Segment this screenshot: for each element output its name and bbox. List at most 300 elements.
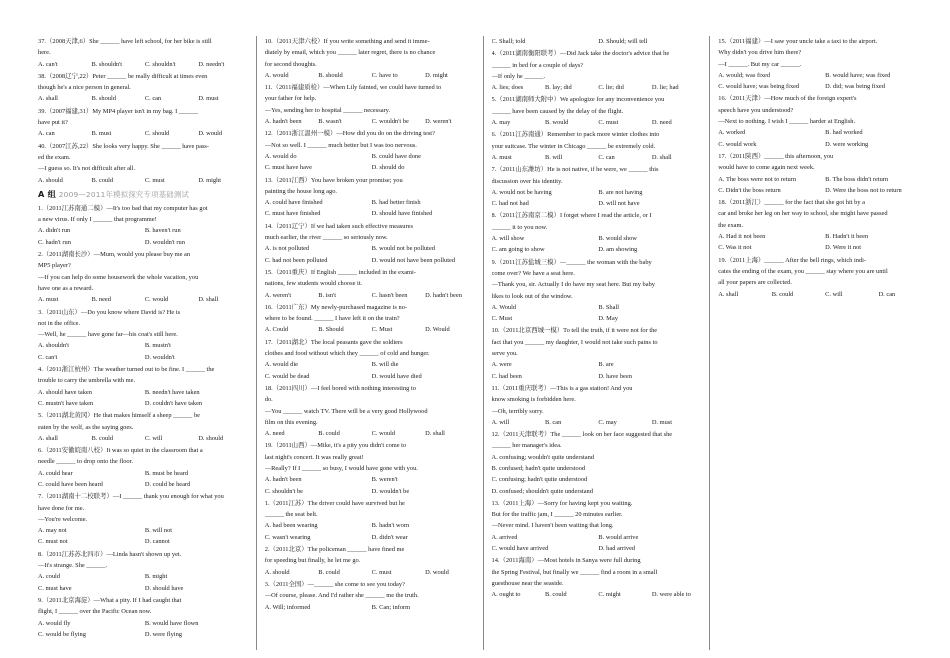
answer-options	[265, 116, 475, 127]
question-item	[492, 129, 702, 163]
column-1	[30, 36, 256, 650]
answer-option: D. can	[878, 290, 896, 298]
question-text-line: —Never mind. I haven't been waiting that long.	[491, 522, 614, 530]
question-text-line: —Yes, sending her to hospital ______ necessary.	[264, 106, 391, 114]
question-text-line: 2.（2011北京）The policeman ______ have fined me	[264, 546, 405, 554]
question-text-line: 19.（2011山西）—Mike, it's a pity you didn't come to	[264, 442, 407, 450]
question-text-line: ______ it to you now.	[491, 223, 548, 231]
question-text-line: would have to come again next week.	[718, 164, 815, 172]
answer-options	[718, 70, 928, 93]
answer-option: B. had worked	[825, 129, 863, 137]
answer-option: B. Should	[318, 326, 344, 334]
answer-option: D. Should; will tell	[598, 38, 648, 45]
question-text-line: 11.（2011重庆联考）—This is a gas station! And you	[491, 384, 633, 392]
question-item	[718, 197, 928, 253]
question-text-line: film on this evening.	[264, 418, 318, 426]
answer-option: D. am showing	[598, 246, 638, 254]
question-text-line: —If only he ______.	[491, 72, 546, 80]
question-item	[492, 210, 702, 255]
answer-option: C. would	[144, 296, 169, 304]
answer-options	[38, 618, 248, 641]
question-item	[265, 82, 475, 127]
answer-option: C. shouldn't be	[264, 487, 304, 495]
question-item	[38, 36, 248, 70]
question-text-line: 5.（2011湖南师大附中）We apologize for any inconvenience you	[491, 96, 665, 104]
column-4	[709, 36, 936, 650]
answer-option: D. needn't	[198, 60, 225, 68]
question-item	[38, 549, 248, 594]
answer-option: C. must have have	[264, 164, 312, 172]
answer-options	[492, 82, 702, 93]
answer-option: C. confusing; hadn't quite understood	[491, 476, 588, 484]
answer-option: A. must	[491, 153, 512, 161]
question-text-line: 13.（2011江西）You have broken your promise; you	[264, 176, 403, 184]
answer-option: D. would	[198, 130, 223, 138]
answer-option: D. didn't wear	[371, 533, 408, 541]
answer-options	[265, 70, 475, 81]
question-text-line: 5.（2011湖北黄冈）He that makes himself a sheep ______ be	[38, 412, 200, 420]
question-text-line: 2.（2011湖南长沙）—Mum, would you please buy me an	[38, 251, 191, 259]
question-text-line: likes to look out of the window.	[491, 292, 573, 300]
question-text-line: 6.（2011安徽皖南八校）It was so quiet in the classroom that a	[38, 447, 203, 455]
question-text-line: fact that you ______ my daughter, I would not take such pains to	[491, 338, 658, 346]
question-text-line: do.	[264, 396, 273, 404]
answer-options	[492, 302, 702, 325]
answer-options	[38, 387, 248, 410]
question-text-line: 14.（2011海南）—Most hotels in Sanya were full during	[491, 557, 641, 565]
answer-option: C. can't	[38, 353, 58, 361]
answer-option: B. Hadn't it been	[825, 233, 869, 241]
answer-option: A. would fly	[38, 619, 71, 627]
answer-option: B. might	[144, 573, 168, 581]
answer-option: A. Could	[264, 326, 289, 334]
column-2	[256, 36, 483, 650]
question-text-line: your father for help.	[264, 95, 317, 103]
answer-option: A. worked	[718, 129, 746, 137]
answer-options	[492, 532, 702, 555]
question-item	[38, 410, 248, 444]
answer-option: C. must have	[38, 584, 72, 592]
question-item	[492, 555, 702, 600]
question-text-line: ______ have been caused by the delay of the flight.	[491, 107, 624, 115]
answer-option: D. have been	[598, 372, 632, 380]
answer-option: B. hadn't worn	[371, 522, 410, 530]
answer-options	[265, 567, 475, 578]
section-title: 2009—2011年模拟探究专项基础测试	[58, 189, 190, 199]
answer-option: D. should have	[144, 584, 184, 592]
question-text-line: —Next to nothing. I wish I ______ harder at English.	[718, 118, 856, 126]
answer-option: A. should	[264, 568, 290, 576]
question-text-line: trouble to carry the umbrella with me.	[38, 377, 136, 385]
answer-option: A. would do	[264, 152, 297, 160]
question-item	[492, 498, 702, 554]
question-text-line: 6.（2011江苏南通）Remember to pack more winter clothes into	[491, 131, 660, 139]
answer-option: D. confused; shouldn't quite understand	[491, 487, 593, 495]
question-text-line: here.	[38, 49, 51, 57]
answer-option: D. wouldn't	[144, 353, 175, 361]
answer-option: B. would not be polluted	[371, 245, 435, 253]
question-text-line: But for the traffic jam, I ______ 20 minutes earlier.	[491, 511, 623, 519]
answer-option: A. The boss were not to return	[718, 175, 797, 183]
answer-options	[265, 324, 475, 335]
question-text-line: eaten by the wolf, as the saying goes.	[38, 423, 134, 431]
answer-option: C. mustn't have taken	[38, 399, 94, 407]
question-text-line: 1.（2011江苏）The driver could have survived but he	[264, 499, 405, 507]
question-item	[38, 307, 248, 363]
answer-option: B. must be heard	[144, 469, 189, 477]
answer-option: D. should have finished	[371, 210, 433, 218]
question-text-line: have done for me.	[38, 504, 85, 512]
question-text-line: last night's concert. It was really great!	[264, 453, 364, 461]
answer-option: B. are not having	[598, 188, 643, 196]
answer-option: C. Shall; told	[491, 38, 526, 45]
question-text-line: 12.（2011浙江温州一模）—How did you do on the driving test?	[264, 130, 435, 138]
question-text-line: 9.（2011北京海淀）—What a pity. If I had caught that	[38, 596, 182, 604]
answer-option: D. shall	[651, 153, 672, 161]
question-text-line: —It's strange. She ______.	[38, 562, 108, 570]
answer-options	[38, 128, 248, 139]
answer-option: A. will show	[491, 235, 525, 243]
question-text-line: your suitcase. The winter in Chicago ______ be extremely cold.	[491, 142, 656, 150]
answer-option: B. had better finish	[371, 199, 421, 207]
answer-option: D. cannot	[144, 538, 170, 546]
question-item	[265, 440, 475, 496]
answer-option: D. were flying	[144, 630, 182, 638]
answer-option: C. Must	[371, 326, 393, 334]
question-text-line: ______ in bed for a couple of days?	[491, 61, 584, 69]
question-text-line: 19.（2011上海）______ After the bell rings, which indi-	[718, 256, 867, 264]
question-text-line: a new virus. If only I ______ that programme!	[38, 216, 157, 224]
answer-options	[718, 231, 928, 254]
answer-options	[265, 602, 475, 613]
answer-option: A. shouldn't	[38, 342, 69, 350]
answer-option: C. will	[825, 290, 843, 298]
question-text-line: —I ______. But my car ______.	[718, 60, 802, 68]
question-text-line: 15.（2011福建）—I saw your uncle take a taxi to the airport.	[718, 38, 878, 45]
answer-option: A. could hear	[38, 469, 73, 477]
answer-option: C. Was it not	[718, 244, 752, 252]
column-3	[483, 36, 710, 650]
answer-option: B. could	[91, 434, 114, 442]
answer-option: C. had been	[491, 372, 522, 380]
question-text-line: 17.（2011湖北）The local peasants gave the soldiers	[264, 338, 403, 346]
question-text-line: not in the office.	[38, 319, 81, 327]
answer-option: B. will not	[144, 527, 173, 535]
answer-options	[492, 417, 702, 428]
question-item	[38, 491, 248, 547]
question-item	[265, 302, 475, 336]
question-text-line: guesthouse near the seaside.	[491, 579, 564, 587]
question-text-line: car and broke her leg on her way to school, she might have passed	[718, 210, 888, 218]
question-text-line: 13.（2011上海）—Sorry for having kept you waiting.	[491, 499, 633, 507]
answer-option: D. would have died	[371, 372, 422, 380]
question-item	[265, 221, 475, 266]
question-item	[38, 106, 248, 140]
question-item	[492, 429, 702, 497]
answer-option: A. hadn't been	[264, 476, 302, 484]
answer-options	[265, 243, 475, 266]
question-item	[265, 337, 475, 382]
question-text-line: for second thoughts.	[264, 60, 317, 68]
answer-option: A. Had it not been	[718, 233, 766, 241]
answer-options	[38, 225, 248, 248]
question-text-line: clothes and food without which they ______ of cold and hunger.	[264, 350, 430, 358]
question-text-line: 9.（2011江苏盐城三模）—______ the woman with the baby	[491, 258, 652, 266]
question-text-line: nations, few students would choose it.	[264, 280, 363, 288]
answer-option: A. confusing; wouldn't quite understand	[491, 453, 594, 461]
question-text-line: Why didn't you drive him there?	[718, 49, 802, 57]
answer-option: C. would work	[718, 140, 757, 148]
answer-option: D. would not have been polluted	[371, 256, 456, 264]
answer-option: C. must	[598, 119, 619, 127]
question-item	[265, 267, 475, 301]
question-item	[38, 203, 248, 248]
question-text-line: —I guess so. It's not difficult after all.	[38, 165, 136, 173]
answer-options	[38, 525, 248, 548]
answer-option: D. need	[651, 119, 672, 127]
answer-option: C. would be flying	[38, 630, 86, 638]
answer-options	[492, 452, 702, 497]
answer-option: C. lie; did	[598, 84, 624, 92]
answer-option: A. shall	[38, 95, 58, 103]
answer-option: B. would arrive	[598, 533, 639, 541]
answer-option: A. may not	[38, 527, 67, 535]
answer-option: C. might	[598, 591, 621, 599]
answer-option: B. The boss didn't return	[825, 175, 889, 183]
question-text-line: 4.（2011浙江杭州）The weather turned out to be fine. I ______ the	[38, 366, 215, 374]
answer-option: D. would	[425, 568, 449, 576]
answer-option: A. ought to	[491, 591, 521, 599]
answer-option: A. shall	[38, 434, 58, 442]
question-text-line: where to be found. ______ I have left it on the train?	[264, 315, 400, 323]
answer-options	[265, 428, 475, 439]
answer-options	[492, 152, 702, 163]
question-text-line: for speeding but finally, he let me go.	[264, 557, 361, 565]
question-text-line: 40.（2007江苏,22）She looks very happy. She ______ have pass-	[38, 142, 210, 150]
answer-option: B. would have flown	[144, 619, 199, 627]
question-text-line: know smoking is forbidden here.	[491, 396, 576, 404]
answer-options	[718, 127, 928, 150]
section-heading	[38, 188, 248, 201]
answer-option: A. lies; does	[491, 84, 524, 92]
answer-option: A. should	[38, 176, 63, 184]
answer-option: A. had been wearing	[264, 522, 318, 530]
answer-option: A. should have taken	[38, 388, 92, 396]
question-text-line: 16.（2011天津）—How much of the foreign expert's	[718, 95, 857, 103]
answer-option: C. am going to show	[491, 246, 545, 254]
answer-option: B. must	[91, 130, 112, 138]
answer-option: C. would have; was being fixed	[718, 83, 800, 91]
question-item	[492, 257, 702, 325]
question-item	[492, 94, 702, 128]
answer-option: A. must	[38, 296, 59, 304]
answer-option: C. wasn't wearing	[264, 533, 311, 541]
question-item	[718, 255, 928, 300]
answer-options	[38, 571, 248, 594]
answer-options	[38, 59, 248, 70]
question-text-line: the exam.	[718, 221, 744, 229]
answer-options	[492, 233, 702, 256]
question-text-line: 8.（2011江苏南京二模）I forget where I read the article, or I	[491, 212, 652, 220]
answer-option: D. should do	[371, 164, 405, 172]
answer-option: C. had not been polluted	[264, 256, 328, 264]
question-text-line: discussion over his identity.	[491, 177, 563, 185]
question-item	[38, 445, 248, 490]
answer-option: C. would	[371, 430, 396, 438]
answer-option: D. wouldn't run	[144, 238, 185, 246]
answer-option: A. shall	[718, 290, 739, 298]
answer-option: B. will	[544, 153, 563, 161]
answer-option: D. wouldn't be	[371, 487, 410, 495]
question-item	[38, 71, 248, 105]
answer-option: A. will	[491, 418, 510, 426]
answer-options	[265, 359, 475, 382]
answer-option: A. could	[38, 573, 61, 581]
question-text-line: ______ her manager's idea.	[491, 442, 562, 450]
question-text-line: 3.（2011山东）—Do you know where David is? He is	[38, 308, 181, 316]
answer-option: C. Must	[491, 315, 513, 323]
answer-option: B. could	[91, 176, 114, 184]
question-text-line: 38.（2008辽宁,22）Peter ______ be really difficult at times even	[38, 72, 208, 80]
question-text-line: 10.（2011天津六校）If you write something and send it imme-	[264, 38, 430, 45]
answer-options	[718, 174, 928, 197]
answer-option: C. wouldn't be	[371, 118, 409, 126]
answer-option: D. hadn't been	[425, 291, 462, 299]
question-text-line: 4.（2011湖南衡阳联考）—Did Jack take the doctor's advice that he	[491, 50, 670, 58]
question-text-line: speech have you understood?	[718, 106, 794, 114]
answer-option: B. weren't	[371, 476, 398, 484]
answer-option: D. were able to	[651, 591, 691, 599]
question-text-line: flight, I ______ over the Pacific Ocean now.	[38, 608, 152, 616]
answer-option: B. mustn't	[144, 342, 171, 350]
answer-option: B. would show	[598, 235, 637, 243]
answer-option: A. hadn't been	[264, 118, 302, 126]
answer-option: B. isn't	[318, 291, 337, 299]
answer-option: A. could have finished	[264, 199, 323, 207]
question-item	[38, 249, 248, 305]
answer-option: C. shouldn't	[144, 60, 176, 68]
section-group-label: A 组	[38, 188, 56, 199]
question-text-line: —Not so well. I ______ much better but I was too nervous.	[264, 141, 417, 149]
answer-option: C. had not had	[491, 200, 529, 208]
question-text-line: 37.（2008天津,6）She ______ have left school, for her bike is still	[38, 38, 212, 45]
question-text-line: 7.（2011山东潍坊）He is not native, if he were, we ______ this	[491, 166, 659, 174]
answer-option: D. could be heard	[144, 480, 191, 488]
answer-options	[38, 93, 248, 104]
question-item	[38, 595, 248, 640]
answer-option: D. weren't	[425, 118, 452, 126]
answer-option: B. could have done	[371, 152, 421, 160]
question-text-line: 12.（2011天津联考）The ______ look on her face suggested that she	[491, 431, 673, 439]
question-text-line: —Well, he ______ have gone far—his coat's still here.	[38, 331, 178, 339]
answer-option: B. would	[544, 119, 569, 127]
answer-option: B. are	[598, 361, 614, 369]
answer-option: D. might	[198, 176, 222, 184]
answer-option: A. Would	[491, 303, 517, 311]
answer-option: D. should	[198, 434, 224, 442]
answer-options	[492, 36, 702, 47]
answer-options	[38, 175, 248, 186]
question-item	[492, 36, 702, 47]
answer-option: B. needn't have taken	[144, 388, 200, 396]
answer-option: B. could	[318, 568, 340, 576]
answer-options	[38, 468, 248, 491]
answer-options	[492, 359, 702, 382]
answer-option: B. can	[544, 418, 562, 426]
answer-option: D. must	[198, 95, 219, 103]
question-item	[265, 36, 475, 81]
question-item	[492, 383, 702, 428]
question-text-line: —If you can help do some housework the whole vacation, you	[38, 273, 199, 281]
answer-option: B. haven't run	[144, 227, 181, 235]
question-text-line: MP5 player?	[38, 262, 71, 270]
answer-option: C. could have been heard	[38, 480, 103, 488]
question-item	[718, 151, 928, 196]
answer-option: C. must	[371, 568, 392, 576]
answer-option: A. would	[264, 71, 289, 79]
question-text-line: needle ______ to drop onto the floor.	[38, 458, 133, 466]
question-text-line: all your papers are collected.	[718, 279, 792, 287]
answer-option: C. would be dead	[264, 372, 310, 380]
question-text-line: 10.（2011北京西城一模）To tell the truth, if it were not for the	[491, 327, 658, 335]
answer-option: A. can't	[38, 60, 58, 68]
answer-option: A. can	[38, 130, 55, 138]
answer-options	[265, 197, 475, 220]
answer-option: C. must not	[38, 538, 68, 546]
answer-option: A. need	[264, 430, 285, 438]
answer-option: B. could	[318, 430, 340, 438]
answer-option: C. may	[598, 418, 617, 426]
question-text-line: diately by email, which you ______ later regret, there is no chance	[264, 49, 436, 57]
answer-option: A. would die	[264, 361, 298, 369]
answer-option: B. lay; did	[544, 84, 572, 92]
question-item	[38, 364, 248, 409]
answer-option: D. Would	[425, 326, 450, 334]
question-item	[265, 544, 475, 578]
answer-option: D. might	[425, 71, 448, 79]
answer-options	[265, 290, 475, 301]
answer-options	[265, 151, 475, 174]
answer-option: D. had arrived	[598, 545, 636, 553]
answer-option: A. were	[491, 361, 512, 369]
answer-option: D. lie; had	[651, 84, 679, 92]
answer-option: C. hadn't run	[38, 238, 71, 246]
answer-option: A. Will; informed	[264, 603, 311, 611]
question-item	[718, 93, 928, 149]
answer-option: A. is not polluted	[264, 245, 310, 253]
question-text-line: —Really? If I ______ so busy, I would have gone with you.	[264, 464, 418, 472]
question-item	[265, 498, 475, 543]
answer-option: D. did; was being fixed	[825, 83, 885, 91]
answer-options	[718, 289, 928, 300]
question-text-line: serve you.	[491, 350, 518, 358]
answer-option: B. should	[318, 71, 343, 79]
answer-option: B. shouldn't	[91, 60, 123, 68]
question-item	[718, 36, 928, 92]
question-text-line: 18.（2011浙江）______ for the fact that she got hit by a	[718, 199, 865, 207]
question-text-line: 8.（2011江苏苏北四市）—Linda hasn't shown up yet.	[38, 550, 182, 558]
answer-option: A. didn't run	[38, 227, 71, 235]
question-text-line: the Spring Festival, but finally we ______ find a room in a small	[491, 568, 658, 576]
question-text-line: come over? We have a seat here.	[491, 269, 575, 277]
answer-option: D. couldn't have taken	[144, 399, 203, 407]
question-item	[492, 325, 702, 381]
answer-option: A. weren't	[264, 291, 292, 299]
answer-option: C. can	[144, 95, 162, 103]
answer-options	[492, 117, 702, 128]
answer-option: A. may	[491, 119, 511, 127]
answer-option: C. hasn't been	[371, 291, 408, 299]
